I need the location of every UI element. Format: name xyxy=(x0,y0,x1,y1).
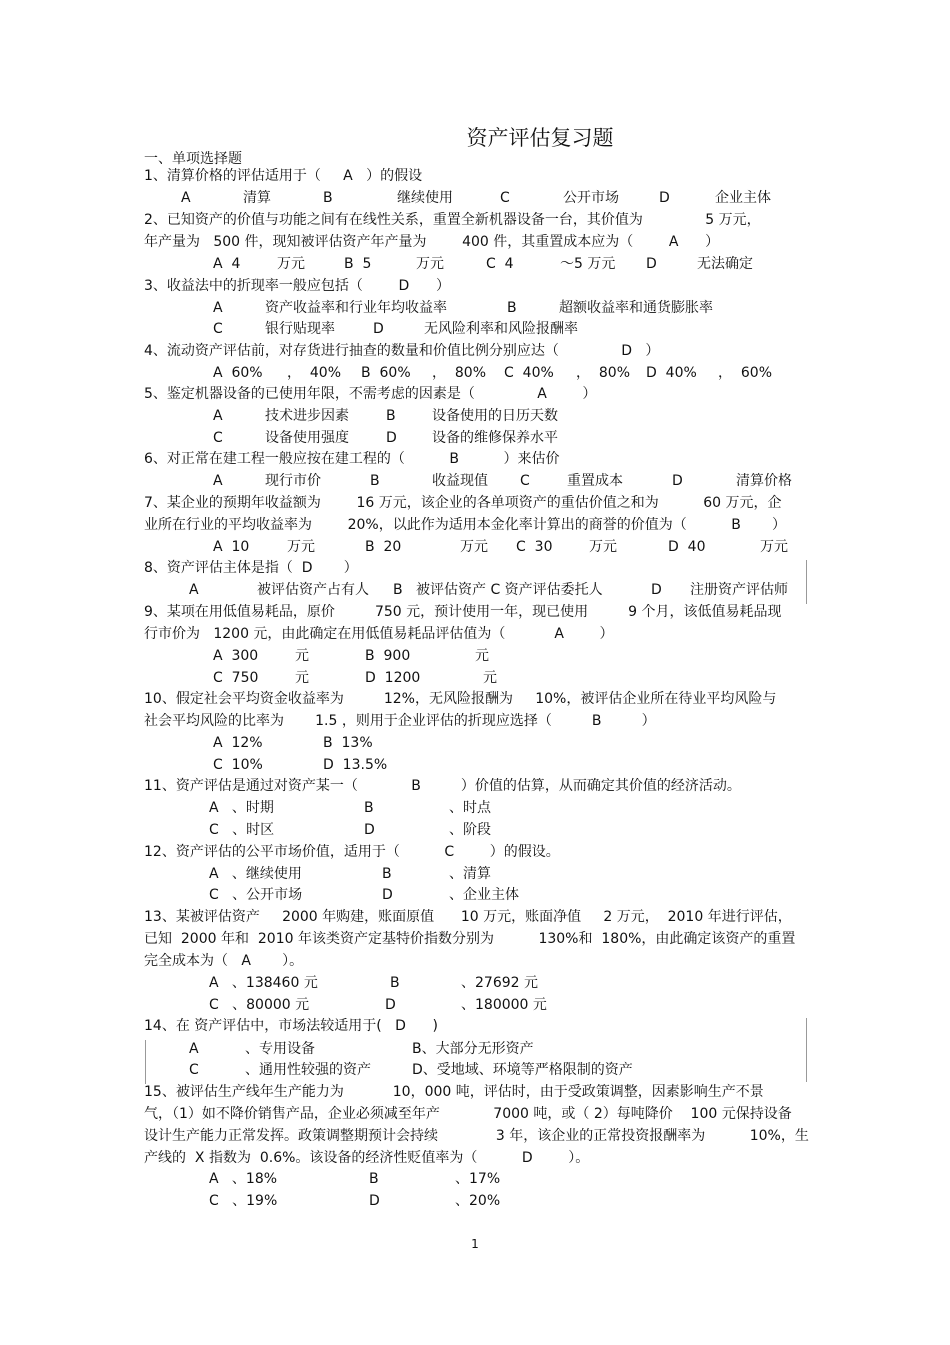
answer-option: D xyxy=(646,256,657,272)
answer-option: 公开市场 xyxy=(563,190,619,206)
margin-rule xyxy=(806,1018,807,1082)
question-text-line: 2、已知资产的价值与功能之间有在线性关系，重置全新机器设备一台，其价值为 5 万元， xyxy=(144,212,761,228)
answer-option: 技术进步因素 xyxy=(265,408,349,424)
answer-option: 被评估资产占有人 xyxy=(257,582,369,598)
answer-option: 万元 xyxy=(287,539,315,555)
answer-option: D xyxy=(672,473,683,489)
answer-option: A 60% xyxy=(213,365,263,381)
answer-option: 企业主体 xyxy=(715,190,771,206)
answer-option: D、受地域、环境等严格限制的资产 xyxy=(412,1062,633,1078)
answer-option: A 、138460 元 xyxy=(209,975,318,991)
question-text-line: 行市价为 1200 元，由此确定在用低值易耗品评估值为（ A ） xyxy=(144,626,614,642)
answer-option: C 4 xyxy=(486,256,514,272)
answer-option: D xyxy=(386,430,397,446)
margin-rule xyxy=(806,560,807,604)
answer-option: A 12% xyxy=(213,735,263,751)
section-heading: 一、单项选择题 xyxy=(144,151,242,167)
question-text-line: 11、资产评估是通过对资产某一（ B ）价值的估算，从而确定其价值的经济活动。 xyxy=(144,778,741,794)
answer-option: 设备使用的日历天数 xyxy=(432,408,558,424)
answer-option: 、清算 xyxy=(449,866,491,882)
answer-option: D xyxy=(659,190,670,206)
answer-option: B xyxy=(364,800,374,816)
answer-option: 、20% xyxy=(455,1193,501,1209)
answer-option: D 40% xyxy=(646,365,697,381)
answer-option: C xyxy=(213,321,223,337)
answer-option: B 60% xyxy=(361,365,411,381)
answer-option: B xyxy=(382,866,392,882)
answer-option: A 4 xyxy=(213,256,241,272)
answer-option: B xyxy=(369,1171,379,1187)
question-text-line: 4、流动资产评估前，对存货进行抽查的数量和价值比例分别应达（ D ） xyxy=(144,343,660,359)
answer-option: D xyxy=(385,997,396,1013)
answer-option: A xyxy=(213,300,223,316)
answer-option: 万元 xyxy=(589,539,617,555)
answer-option: C xyxy=(213,430,223,446)
question-text-line: 完全成本为（ A ）。 xyxy=(144,953,304,969)
answer-option: C 750 xyxy=(213,670,259,686)
answer-option: ， 80% xyxy=(576,365,631,381)
answer-option: D xyxy=(382,887,393,903)
answer-option: 注册资产评估师 xyxy=(690,582,788,598)
answer-option: 超额收益率和通货膨胀率 xyxy=(559,300,713,316)
answer-option: B xyxy=(386,408,396,424)
question-text-line: 5、鉴定机器设备的已使用年限，不需考虑的因素是（ A ） xyxy=(144,386,597,402)
question-text-line: 3、收益法中的折现率一般应包括（ D ） xyxy=(144,278,450,294)
answer-option: 、27692 元 xyxy=(461,975,538,991)
answer-option: 收益现值 xyxy=(432,473,488,489)
question-text-line: 业所在行业的平均收益率为 20%，以此作为适用本金化率计算出的商誉的价值为（ B ） xyxy=(144,517,786,533)
answer-option: 万元 xyxy=(460,539,488,555)
answer-option: 、专用设备 xyxy=(245,1041,315,1057)
answer-option: A xyxy=(189,582,199,598)
answer-option: ， 60% xyxy=(718,365,773,381)
answer-option: 无风险利率和风险报酬率 xyxy=(424,321,578,337)
answer-option: D xyxy=(651,582,662,598)
answer-option: D xyxy=(369,1193,380,1209)
question-text-line: 8、资产评估主体是指（ D ） xyxy=(144,560,358,576)
question-text-line: 产线的 X 指数为 0.6%。该设备的经济性贬值率为（ D ）。 xyxy=(144,1150,590,1166)
question-text-line: 7、某企业的预期年收益额为 16 万元，该企业的各单项资产的重估价值之和为 60 万元，企 xyxy=(144,495,782,511)
question-text-line: 年产量为 500 件，现知被评估资产年产量为 400 件，其重置成本应为（ A ） xyxy=(144,234,720,250)
answer-option: D 13.5% xyxy=(323,757,388,773)
answer-option: 被评估资产 C 资产评估委托人 xyxy=(416,582,603,598)
answer-option: B、大部分无形资产 xyxy=(412,1041,534,1057)
answer-option: A xyxy=(213,473,223,489)
answer-option: A 、时期 xyxy=(209,800,274,816)
answer-option: D 40 xyxy=(668,539,706,555)
answer-option: B 20 xyxy=(365,539,402,555)
answer-option: C xyxy=(520,473,530,489)
answer-option: B xyxy=(390,975,400,991)
answer-option: 元 xyxy=(483,670,497,686)
answer-option: B xyxy=(370,473,380,489)
answer-option: C 30 xyxy=(516,539,553,555)
answer-option: B xyxy=(323,190,333,206)
answer-option: 元 xyxy=(295,670,309,686)
answer-option: 元 xyxy=(295,648,309,664)
question-text-line: 12、资产评估的公平市场价值，适用于（ C ）的假设。 xyxy=(144,844,560,860)
answer-option: 万元 xyxy=(277,256,305,272)
answer-option: 清算 xyxy=(243,190,271,206)
question-text-line: 9、某项在用低值易耗品，原价 750 元，预计使用一年，现已使用 9 个月，该低值易耗品现 xyxy=(144,604,782,620)
answer-option: 无法确定 xyxy=(697,256,753,272)
answer-option: 、阶段 xyxy=(449,822,491,838)
answer-option: D xyxy=(373,321,384,337)
answer-option: ～5 万元 xyxy=(560,256,616,272)
answer-option: 、17% xyxy=(455,1171,501,1187)
answer-option: 继续使用 xyxy=(397,190,453,206)
answer-option: C 、时区 xyxy=(209,822,275,838)
answer-option: C 、19% xyxy=(209,1193,278,1209)
answer-option: ， 80% xyxy=(432,365,487,381)
answer-option: B 5 xyxy=(344,256,372,272)
page-number: 1 xyxy=(471,1237,479,1251)
question-text-line: 已知 2000 年和 2010 年该类资产定基特价指数分别为 130%和 180%，由此确定该资产的重置 xyxy=(144,931,796,947)
answer-option: A 300 xyxy=(213,648,259,664)
question-text-line: 气，（1）如不降价销售产品，企业必须减至年产 7000 吨，或（ 2）每吨降价 100 元保持设备 xyxy=(144,1106,792,1122)
answer-option: C xyxy=(189,1062,199,1078)
document-title: 资产评估复习题 xyxy=(466,126,614,150)
question-text-line: 13、某被评估资产 2000 年购建，账面原值 10 万元，账面净值 2 万元， 2010 年进行评估， xyxy=(144,909,792,925)
answer-option: C 、公开市场 xyxy=(209,887,303,903)
answer-option: C xyxy=(500,190,510,206)
answer-option: A xyxy=(213,408,223,424)
question-text-line: 设计生产能力正常发挥。政策调整期预计会持续 3 年，该企业的正常投资报酬率为 10%，生 xyxy=(144,1128,809,1144)
answer-option: A 、18% xyxy=(209,1171,278,1187)
answer-option: C 、80000 元 xyxy=(209,997,310,1013)
answer-option: C 40% xyxy=(504,365,554,381)
answer-option: 、企业主体 xyxy=(449,887,519,903)
answer-option: 资产收益率和行业年均收益率 xyxy=(265,300,447,316)
answer-option: A xyxy=(181,190,191,206)
answer-option: B xyxy=(393,582,403,598)
answer-option: A 、继续使用 xyxy=(209,866,302,882)
answer-option: 银行贴现率 xyxy=(265,321,335,337)
question-text-line: 15、被评估生产线年生产能力为 10，000 吨，评估时，由于受政策调整，因素影响生产不景 xyxy=(144,1084,764,1100)
answer-option: 、180000 元 xyxy=(461,997,547,1013)
question-text-line: 14、在 资产评估中，市场法较适用于( D ) xyxy=(144,1018,439,1034)
answer-option: A 10 xyxy=(213,539,250,555)
question-text-line: 社会平均风险的比率为 1.5 ，则用于企业评估的折现应选择（ B ） xyxy=(144,713,656,729)
answer-option: 万元 xyxy=(416,256,444,272)
answer-option: C 10% xyxy=(213,757,263,773)
answer-option: B 13% xyxy=(323,735,373,751)
question-text-line: 1、清算价格的评估适用于（ A ）的假设 xyxy=(144,168,423,184)
answer-option: B xyxy=(507,300,517,316)
answer-option: 、通用性较强的资产 xyxy=(245,1062,371,1078)
answer-option: 万元 xyxy=(760,539,788,555)
answer-option: B 900 xyxy=(365,648,411,664)
answer-option: D xyxy=(364,822,375,838)
margin-rule xyxy=(145,1040,146,1084)
answer-option: D 1200 xyxy=(365,670,421,686)
answer-option: A xyxy=(189,1041,199,1057)
answer-option: 、时点 xyxy=(449,800,491,816)
answer-option: 重置成本 xyxy=(567,473,623,489)
answer-option: 清算价格 xyxy=(736,473,792,489)
answer-option: 设备的维修保养水平 xyxy=(432,430,558,446)
question-text-line: 10、假定社会平均资金收益率为 12%，无风险报酬为 10%，被评估企业所在待业平均风险与 xyxy=(144,691,777,707)
answer-option: ， 40% xyxy=(287,365,342,381)
answer-option: 设备使用强度 xyxy=(265,430,349,446)
question-text-line: 6、对正常在建工程一般应按在建工程的（ B ）来估价 xyxy=(144,451,560,467)
answer-option: 现行市价 xyxy=(265,473,321,489)
answer-option: 元 xyxy=(475,648,489,664)
